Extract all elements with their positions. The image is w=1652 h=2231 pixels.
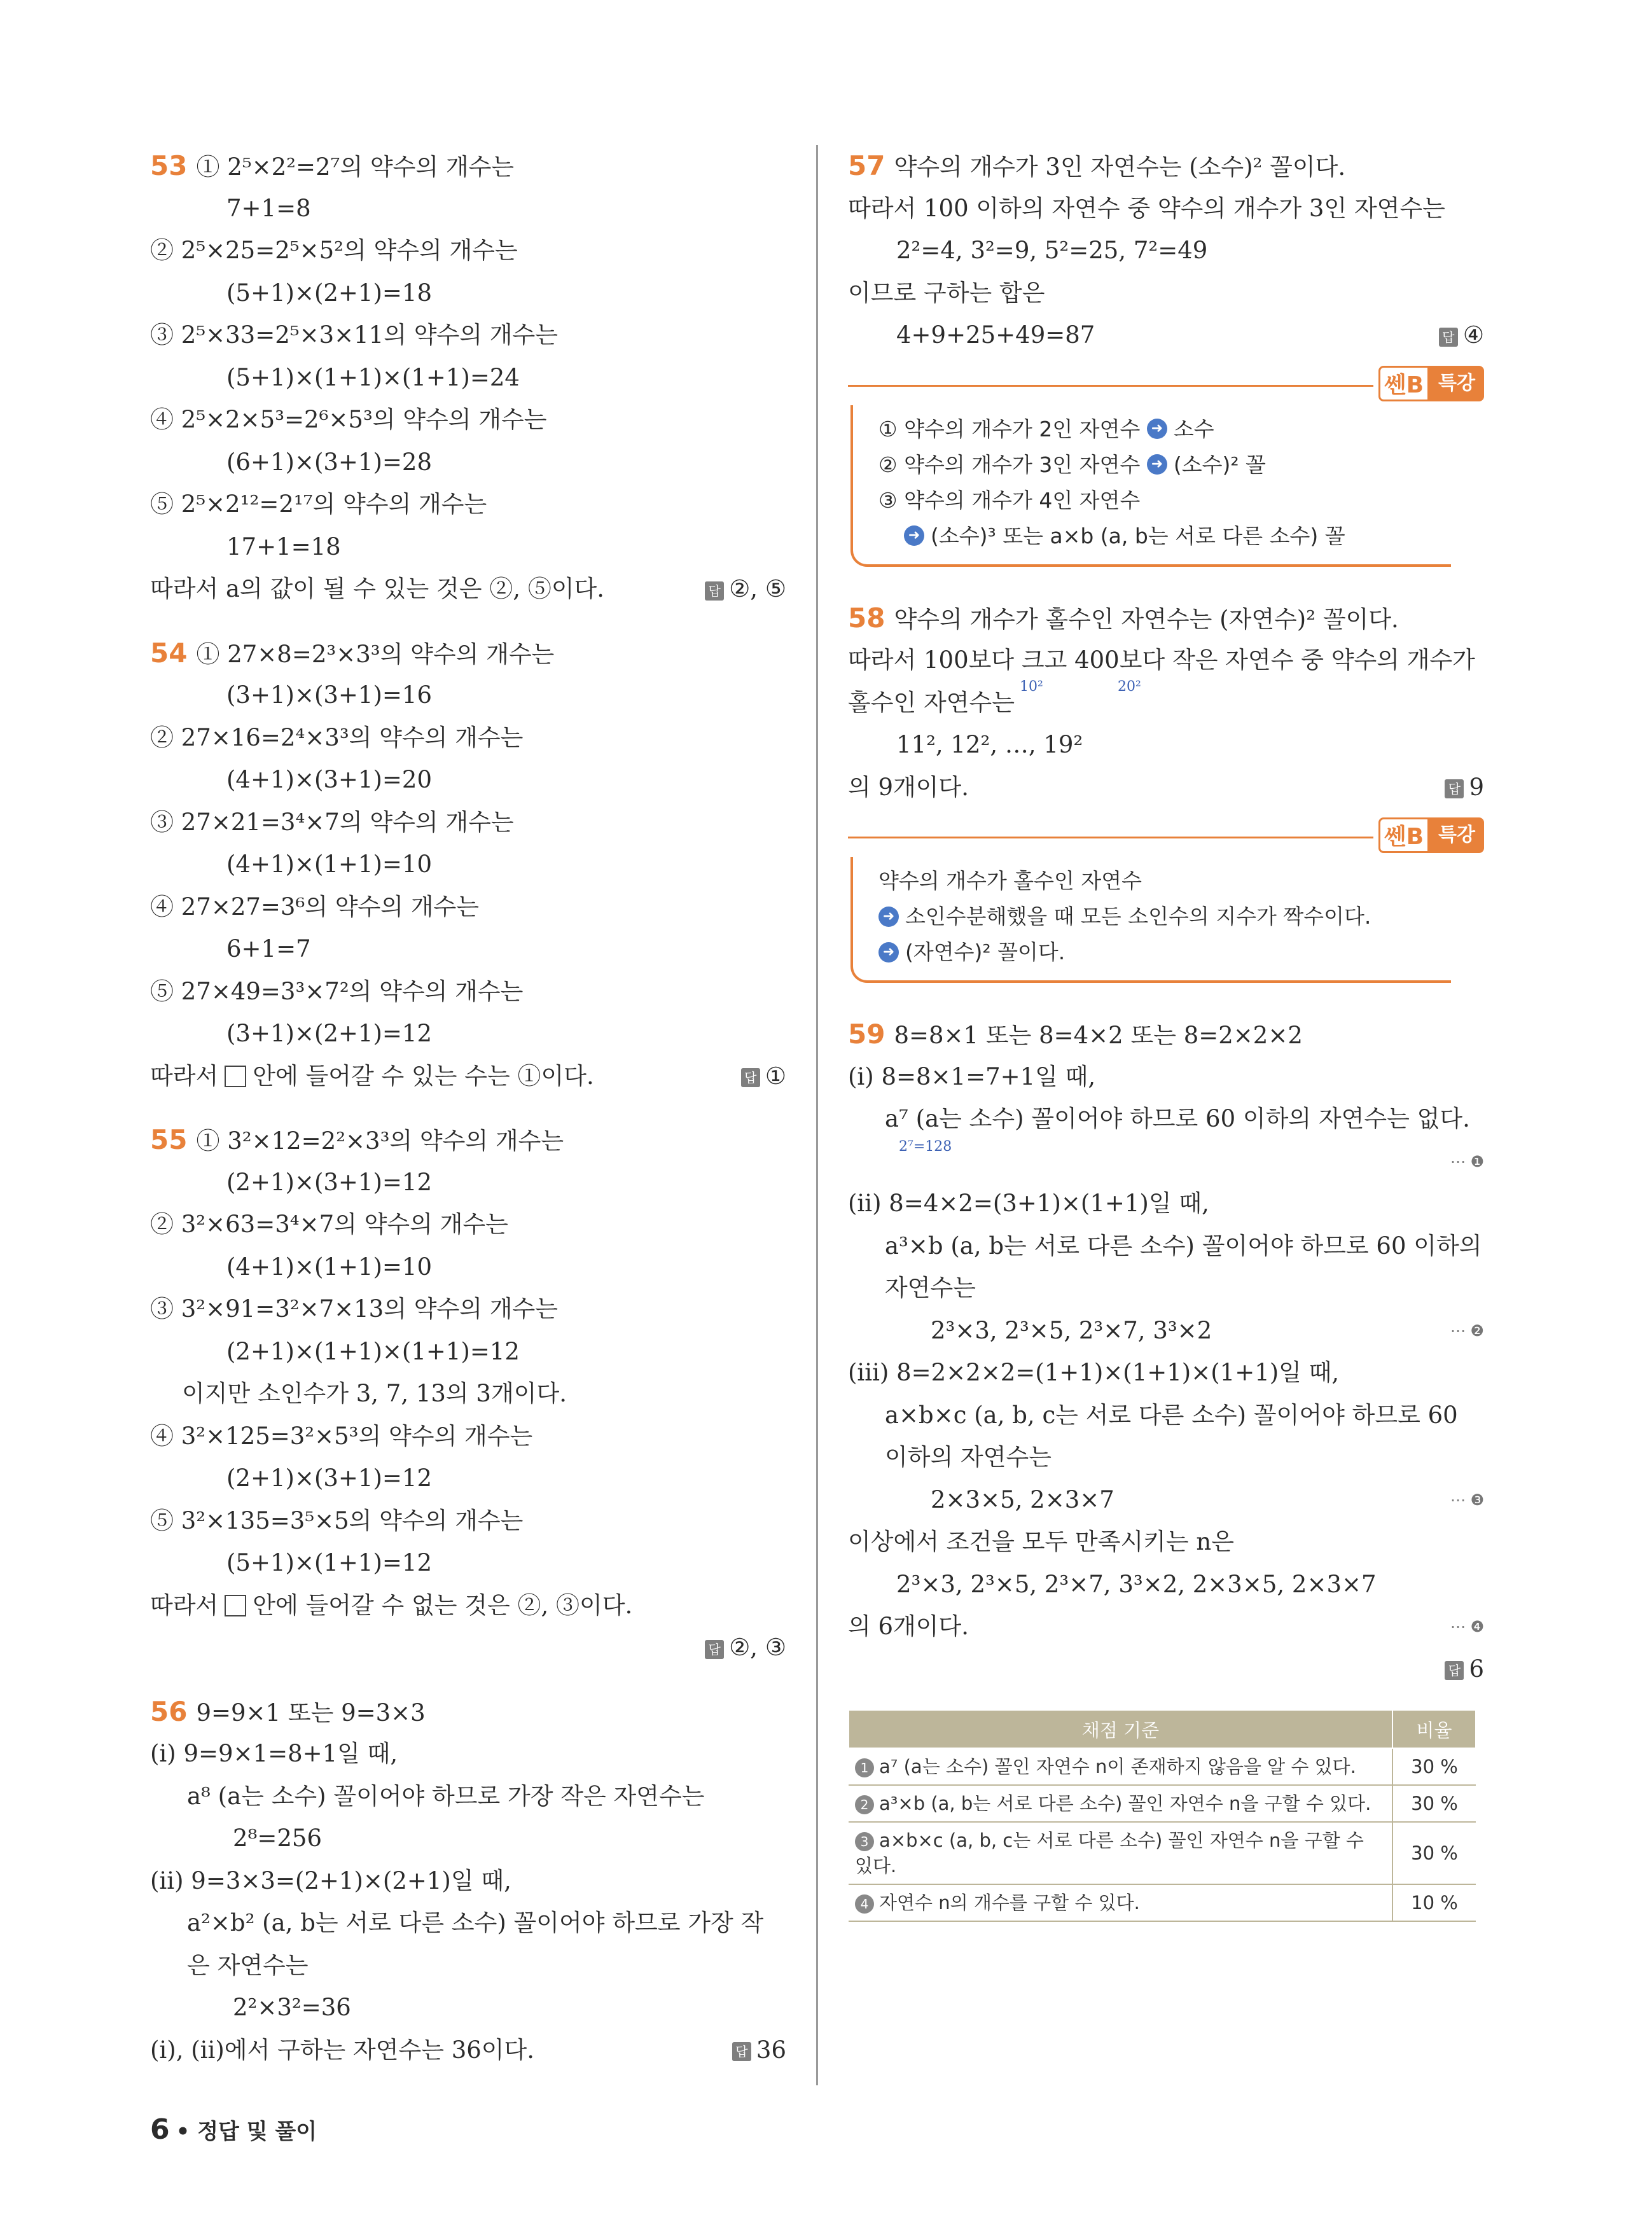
criterion-text: a×b×c (a, b, c는 서로 다른 소수) 꼴인 자연수 n을 구할 수 있다. (855, 1830, 1364, 1877)
solution-line: 2⁸=256 (233, 1824, 322, 1852)
answer (1445, 1648, 1484, 1691)
tip-line: ② 약수의 개수가 3인 자연수 (878, 452, 1141, 477)
table-header: 비율 (1392, 1710, 1476, 1748)
conclusion-line: (i), (ii)에서 구하는 자연수는 36이다. (150, 2036, 535, 2064)
solution-line: (ii) 9=3×3=(2+1)×(2+1)일 때, (150, 1866, 511, 1894)
answer-mark-icon: 답 (1445, 779, 1464, 798)
solution-line: 6+1=7 (226, 935, 311, 963)
solution-line: 9=9×1 또는 9=3×3 (196, 1699, 426, 1727)
solution-line: ⑤ 27×49=3³×7²의 약수의 개수는 (150, 977, 524, 1005)
solution-line: (2+1)×(1+1)×(1+1)=12 (226, 1337, 520, 1365)
solution-line: 자연수는 (885, 1274, 976, 1302)
criterion-text: a⁷ (a는 소수) 꼴인 자연수 n이 존재하지 않음을 알 수 있다. (879, 1756, 1356, 1777)
solution-line: a⁸ (a는 소수) 꼴이어야 하므로 가장 작은 자연수는 (187, 1782, 705, 1810)
column-divider (816, 145, 818, 2085)
solution-line: 이지만 소인수가 3, 7, 13의 3개이다. (182, 1380, 567, 1407)
tip-badge-title: 특강 (1429, 366, 1484, 401)
solution-line: ② 2⁵×25=2⁵×5²의 약수의 개수는 (150, 237, 518, 264)
solution-line: 약수의 개수가 3인 자연수는 (소수)² 꼴이다. (894, 153, 1346, 181)
answer-value: ④ (1462, 321, 1484, 349)
answer-mark-icon: 답 (705, 581, 724, 601)
problem-number: 53 (150, 150, 188, 181)
conclusion-line: 따라서 (150, 1591, 219, 1619)
answer-value: ②, ⑤ (729, 575, 786, 602)
problem-number: 59 (848, 1018, 885, 1050)
left-column (150, 145, 786, 2071)
solution-line: 2³×3, 2³×5, 2³×7, 3³×2 (931, 1316, 1212, 1344)
page-number: 6 (150, 2113, 170, 2146)
step-marker: ⋯ ❶ (1450, 1152, 1484, 1171)
conclusion-line: 따라서 (150, 1062, 219, 1090)
solution-line: ③ 27×21=3⁴×7의 약수의 개수는 (150, 808, 514, 836)
solution-line: 따라서 100 이하의 자연수 중 약수의 개수가 3인 자연수는 (848, 194, 1445, 222)
table-row (849, 1884, 1476, 1921)
answer-mark-icon: 답 (1439, 328, 1458, 347)
solution-line: 2³×3, 2³×5, 2³×7, 3³×2, 2×3×5, 2×3×7 (896, 1570, 1377, 1598)
solution-line: ⑤ 2⁵×2¹²=2¹⁷의 약수의 개수는 (150, 490, 487, 518)
solution-line: 은 자연수는 (187, 1951, 309, 1979)
solution-line: (4+1)×(3+1)=20 (226, 766, 432, 793)
solution-line: (5+1)×(1+1)=12 (226, 1549, 432, 1576)
solution-line: ④ 2⁵×2×5³=2⁶×5³의 약수의 개수는 (150, 406, 547, 433)
answer (705, 568, 786, 611)
step-marker: ⋯ ❷ (1450, 1321, 1484, 1340)
tip-line: 소인수분해했을 때 모든 소인수의 지수가 짝수이다. (905, 904, 1371, 929)
solution-line: (i) 8=8×1=7+1일 때, (848, 1062, 1096, 1090)
conclusion-line: 안에 들어갈 수 없는 것은 ②, ③이다. (253, 1591, 633, 1619)
solution-line: 7+1=8 (226, 194, 311, 222)
answer (1445, 767, 1484, 809)
problem-number: 57 (848, 150, 885, 181)
right-column (848, 145, 1484, 1922)
answer-value: ① (765, 1062, 786, 1090)
answer (705, 1627, 786, 1669)
step-number-icon: 1 (855, 1758, 874, 1777)
answer-value: ②, ③ (729, 1634, 786, 1661)
solution-line: 2×3×5, 2×3×7 (931, 1485, 1114, 1513)
solution-line: (5+1)×(2+1)=18 (226, 279, 432, 307)
tip-line: 소수 (1173, 416, 1214, 441)
solution-line: a³×b (a, b는 서로 다른 소수) 꼴이어야 하므로 60 이하의 (885, 1232, 1482, 1260)
solution-line: 약수의 개수가 홀수인 자연수는 (자연수)² 꼴이다. (894, 605, 1399, 633)
answer-value: 6 (1469, 1655, 1484, 1683)
problem-56 (150, 1691, 786, 2072)
solution-line: (iii) 8=2×2×2=(1+1)×(1+1)×(1+1)일 때, (848, 1359, 1340, 1386)
solution-line: (i) 9=9×1=8+1일 때, (150, 1740, 398, 1767)
solution-line: 의 6개이다. (848, 1613, 969, 1640)
problem-55 (150, 1119, 786, 1669)
solution-line: 2²×3²=36 (233, 1994, 351, 2021)
arrow-right-icon: ➜ (1147, 454, 1167, 475)
solution-line: 11², 12², …, 19² (896, 731, 1083, 758)
percent: 30 % (1392, 1748, 1476, 1785)
solution-line: (4+1)×(1+1)=10 (226, 1253, 432, 1281)
solution-line: 이므로 구하는 합은 (848, 279, 1045, 307)
tip-badge (1373, 366, 1484, 401)
criterion-text: a³×b (a, b는 서로 다른 소수) 꼴인 자연수 n을 구할 수 있다. (879, 1793, 1371, 1814)
solution-line: 의 9개이다. (848, 773, 969, 801)
problem-53 (150, 145, 786, 611)
step-number-icon: 4 (855, 1894, 874, 1914)
percent: 30 % (1392, 1785, 1476, 1822)
blank-box-icon (225, 1595, 246, 1616)
solution-line: (5+1)×(1+1)×(1+1)=24 (226, 363, 520, 391)
solution-line: (3+1)×(3+1)=16 (226, 681, 432, 709)
solution-line: 따라서 100보다 크고 400보다 작은 자연수 중 약수의 개수가 (848, 646, 1475, 674)
solution-line: (3+1)×(2+1)=12 (226, 1020, 432, 1047)
tip-line: 약수의 개수가 홀수인 자연수 (878, 868, 1142, 893)
solution-line: (6+1)×(3+1)=28 (226, 448, 432, 476)
percent: 30 % (1392, 1822, 1476, 1884)
solution-line: 4+9+25+49=87 (896, 321, 1095, 349)
problem-57 (848, 145, 1484, 357)
annotation: 10² (1020, 679, 1043, 695)
solution-line: ④ 27×27=3⁶의 약수의 개수는 (150, 893, 480, 921)
solution-line: ① 27×8=2³×3³의 약수의 개수는 (196, 640, 555, 668)
problem-number: 55 (150, 1124, 188, 1155)
solution-line: (ii) 8=4×2=(3+1)×(1+1)일 때, (848, 1190, 1209, 1217)
solution-line: ① 2⁵×2²=2⁷의 약수의 개수는 (196, 153, 515, 181)
table-row (849, 1785, 1476, 1822)
problem-58 (848, 597, 1484, 809)
arrow-right-icon: ➜ (904, 525, 924, 546)
answer-mark-icon: 답 (1445, 1661, 1464, 1680)
page-footer (150, 2113, 317, 2146)
solution-line: a²×b² (a, b는 서로 다른 소수) 꼴이어야 하므로 가장 작 (187, 1909, 764, 1936)
answer-value: 9 (1469, 773, 1484, 801)
step-number-icon: 2 (855, 1795, 874, 1814)
solution-line: ③ 2⁵×33=2⁵×3×11의 약수의 개수는 (150, 321, 558, 349)
step-marker: ⋯ ❹ (1450, 1618, 1484, 1636)
answer-mark-icon: 답 (741, 1068, 760, 1087)
tip-line: (소수)³ 또는 a×b (a, b는 서로 다른 소수) 꼴 (931, 523, 1345, 548)
answer (1439, 314, 1484, 357)
table-header: 채점 기준 (849, 1710, 1392, 1748)
solution-line: 2²=4, 3²=9, 5²=25, 7²=49 (896, 237, 1208, 264)
arrow-right-icon: ➜ (878, 942, 899, 963)
tip-line: (자연수)² 꼴이다. (905, 940, 1065, 964)
tip-box (848, 366, 1484, 567)
solution-line: ④ 3²×125=3²×5³의 약수의 개수는 (150, 1422, 533, 1450)
solution-line: 이상에서 조건을 모두 만족시키는 n은 (848, 1528, 1235, 1555)
annotation: 20² (1118, 679, 1141, 695)
problem-54 (150, 632, 786, 1098)
tip-badge-brand: 쎈B (1378, 366, 1429, 401)
footer-title: • 정답 및 풀이 (176, 2119, 317, 2144)
solution-line: ① 3²×12=2²×3³의 약수의 개수는 (196, 1127, 564, 1155)
solution-line: (4+1)×(1+1)=10 (226, 851, 432, 878)
solution-line: ② 27×16=2⁴×3³의 약수의 개수는 (150, 723, 524, 751)
solution-line: 8=8×1 또는 8=4×2 또는 8=2×2×2 (894, 1022, 1303, 1049)
conclusion-line: 따라서 a의 값이 될 수 있는 것은 ②, ⑤이다. (150, 575, 605, 602)
step-marker: ⋯ ❸ (1450, 1491, 1484, 1509)
tip-badge-brand: 쎈B (1378, 817, 1429, 853)
solution-line: a×b×c (a, b, c는 서로 다른 소수) 꼴이어야 하므로 60 (885, 1401, 1458, 1429)
problem-number: 56 (150, 1695, 188, 1727)
tip-line: ① 약수의 개수가 2인 자연수 (878, 416, 1141, 441)
problem-59 (848, 1013, 1484, 1690)
answer-mark-icon: 답 (732, 2042, 751, 2061)
step-number-icon: 3 (855, 1832, 874, 1851)
blank-box-icon (225, 1066, 246, 1087)
arrow-right-icon: ➜ (1147, 419, 1167, 439)
solution-line: 이하의 자연수는 (885, 1443, 1052, 1471)
table-row (849, 1748, 1476, 1785)
problem-number: 58 (848, 602, 885, 634)
solution-line: ② 3²×63=3⁴×7의 약수의 개수는 (150, 1211, 508, 1238)
table-row (849, 1822, 1476, 1884)
annotation: 2⁷=128 (899, 1139, 952, 1155)
answer-value: 36 (756, 2036, 786, 2064)
solution-line: (2+1)×(3+1)=12 (226, 1168, 432, 1196)
tip-line: (소수)² 꼴 (1173, 452, 1266, 477)
answer-mark-icon: 답 (705, 1640, 724, 1659)
solution-line: 홀수인 자연수는 (848, 688, 1015, 716)
arrow-right-icon: ➜ (878, 907, 899, 927)
solution-line: a⁷ (a는 소수) 꼴이어야 하므로 60 이하의 자연수는 없다. (885, 1105, 1470, 1132)
percent: 10 % (1392, 1884, 1476, 1921)
grading-table (848, 1709, 1476, 1922)
tip-line: ③ 약수의 개수가 4인 자연수 (878, 487, 1141, 513)
solution-line: (2+1)×(3+1)=12 (226, 1464, 432, 1492)
solution-line: ③ 3²×91=3²×7×13의 약수의 개수는 (150, 1295, 558, 1323)
tip-box (848, 817, 1484, 983)
answer (741, 1055, 786, 1098)
problem-number: 54 (150, 637, 188, 669)
solution-line: 17+1=18 (226, 532, 341, 560)
conclusion-line: 안에 들어갈 수 있는 수는 ①이다. (253, 1062, 594, 1090)
criterion-text: 자연수 n의 개수를 구할 수 있다. (879, 1892, 1140, 1914)
answer (732, 2029, 786, 2072)
tip-badge (1373, 817, 1484, 853)
tip-badge-title: 특강 (1429, 817, 1484, 853)
solution-line: ⑤ 3²×135=3⁵×5의 약수의 개수는 (150, 1506, 524, 1534)
